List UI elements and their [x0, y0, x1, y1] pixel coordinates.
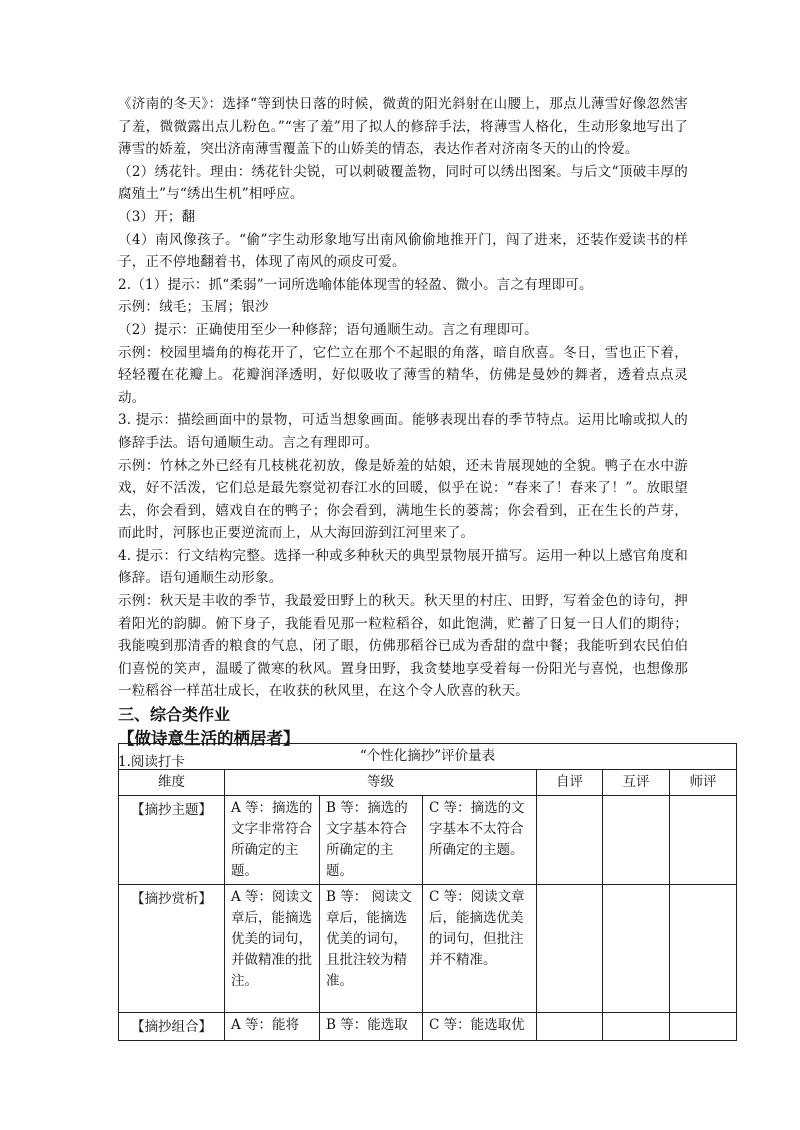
paragraph-answer-1-2: （2）绣花针。理由：绣花针尖锐，可以刺破覆盖物，同时可以绣出图案。与后文“顶破丰厚的腐殖土”与“绣出生机”相呼应。 — [118, 163, 688, 203]
grade-a-cell: A 等：阅读文章后，能摘选优美的词句，并做精准的批注。 — [225, 885, 320, 1013]
teacher-eval-cell[interactable] — [670, 796, 737, 885]
table-title-row — [119, 744, 737, 770]
item-label-reading-checkin: 1.阅读打卡 — [118, 754, 185, 771]
grade-c-cell: C 等：摘选的文字基本不太符合所确定的主题。 — [423, 796, 537, 885]
row-dimension: 【摘抄主题】 — [119, 796, 225, 885]
paragraph-answer-2-2: （2）提示：正确使用至少一种修辞；语句通顺生动。言之有理即可。 — [118, 321, 538, 338]
grade-b-cell: B 等： 阅读文章后，能摘选优美的词句，且批注较为精准。 — [320, 885, 423, 1013]
paragraph-jinan-winter: 《济南的冬天》：选择“等到快日落的时候，微黄的阳光斜射在山腰上，那点儿薄雪好像忽然害了羞，微微露出点儿粉色。”“害了羞”用了拟人的修辞手法，将薄雪人格化，生动形象地写出了薄雪的娇羞，突出济南薄雪覆盖下的山娇美的情态，表达作者对济南冬天的山的怜爱。 — [118, 96, 688, 158]
paragraph-answer-1-3: （3）开；翻 — [118, 208, 196, 225]
grade-a-cell: A 等：能将 — [225, 1013, 320, 1041]
peer-eval-cell[interactable] — [603, 885, 670, 1013]
header-teacher-eval: 师评 — [670, 770, 737, 796]
evaluation-table — [118, 743, 737, 1041]
row-dimension: 【摘抄组合】 — [119, 1013, 225, 1041]
paragraph-answer-2-1: 2.（1）提示：抓“柔弱”一词所选喻体能体现雪的轻盈、微小。言之有理即可。 — [118, 276, 593, 293]
table-row — [119, 885, 737, 1013]
paragraph-example-2-1: 示例：绒毛；玉屑；银沙 — [118, 299, 269, 316]
document-body — [118, 93, 688, 773]
header-peer-eval: 互评 — [603, 770, 670, 796]
header-dimension: 维度 — [119, 770, 225, 796]
paragraph-example-2-2: 示例：校园里墙角的梅花开了，它伫立在那个不起眼的角落，暗自欣喜。冬日，雪也正下着，轻轻覆在花瓣上。花瓣润泽透明，好似吸收了薄雪的精华，仿佛是曼妙的舞者，透着点点灵动。 — [118, 344, 688, 406]
header-self-eval: 自评 — [537, 770, 603, 796]
grade-b-cell: B 等：摘选的文字基本符合所确定的主题。 — [320, 796, 423, 885]
grade-c-cell: C 等：能选取优 — [423, 1013, 537, 1041]
paragraph-answer-4: 4. 提示：行文结构完整。选择一种或多种秋天的典型景物展开描写。运用一种以上感官角度和修辞。语句通顺生动形象。 — [118, 547, 688, 587]
section-subheading: 【做诗意生活的栖居者】 — [118, 729, 300, 749]
self-eval-cell[interactable] — [537, 885, 603, 1013]
section-heading: 三、综合类作业 — [118, 705, 231, 725]
self-eval-cell[interactable] — [537, 1013, 603, 1041]
paragraph-answer-3: 3. 提示：描绘画面中的景物，可适当想象画面。能够表现出春的季节特点。运用比喻或拟人的修辞手法。语句通顺生动。言之有理即可。 — [118, 412, 688, 451]
peer-eval-cell[interactable] — [603, 796, 670, 885]
self-eval-cell[interactable] — [537, 796, 603, 885]
grade-c-cell: C 等：阅读文章后，能摘选优美的词句，但批注并不精准。 — [423, 885, 537, 1013]
paragraph-example-4: 示例：秋天是丰收的季节，我最爱田野上的秋天。秋天里的村庄、田野，写着金色的诗句，押着阳光的韵脚。俯下身子，我能看见那一粒粒稻谷，如此饱满，贮蓄了日复一日人们的期待；我能嗅到那清香的粮食的气息，闭了眼，仿佛那稻谷已成为香甜的盘中餐；我能听到农民伯伯们喜悦的笑声，温暖了微寒的秋风。置身田野，我贪婪地享受着每一份阳光与喜悦，也想像那一粒稻谷一样茁壮成长，在收获的秋风里，在这个令人欣喜的秋天。 — [118, 593, 688, 700]
teacher-eval-cell[interactable] — [670, 885, 737, 1013]
paragraph-example-3: 示例：竹林之外已经有几枝桃花初放，像是娇羞的姑娘，还未肯展现她的全貌。鸭子在水中游戏，好不活泼，它们总是最先察觉初春江水的回暖，似乎在说：“春来了！春来了！”。放眼望去，你会看到，嬉戏自在的鸭子；你会看到，满地生长的蒌蒿；你会看到，正在生长的芦芽，而此时，河豚也正要逆流而上，从大海回游到江河里来了。 — [118, 457, 688, 542]
peer-eval-cell[interactable] — [603, 1013, 670, 1041]
grade-a-cell: A 等：摘选的文字非常符合所确定的主题。 — [225, 796, 320, 885]
teacher-eval-cell[interactable] — [670, 1013, 737, 1041]
row-dimension: 【摘抄赏析】 — [119, 885, 225, 1013]
table-row — [119, 796, 737, 885]
grade-b-cell: B 等：能选取 — [320, 1013, 423, 1041]
table-title: “个性化摘抄”评价量表 — [119, 744, 737, 770]
paragraph-answer-1-4: （4）南风像孩子。“偷”字生动形象地写出南风偷偷地推开门，闯了进来，还装作爱读书的样子，正不停地翻着书，体现了南风的顽皮可爱。 — [118, 231, 688, 271]
table-row — [119, 1013, 737, 1041]
table-header-row — [119, 770, 737, 796]
header-grade: 等级 — [225, 770, 537, 796]
